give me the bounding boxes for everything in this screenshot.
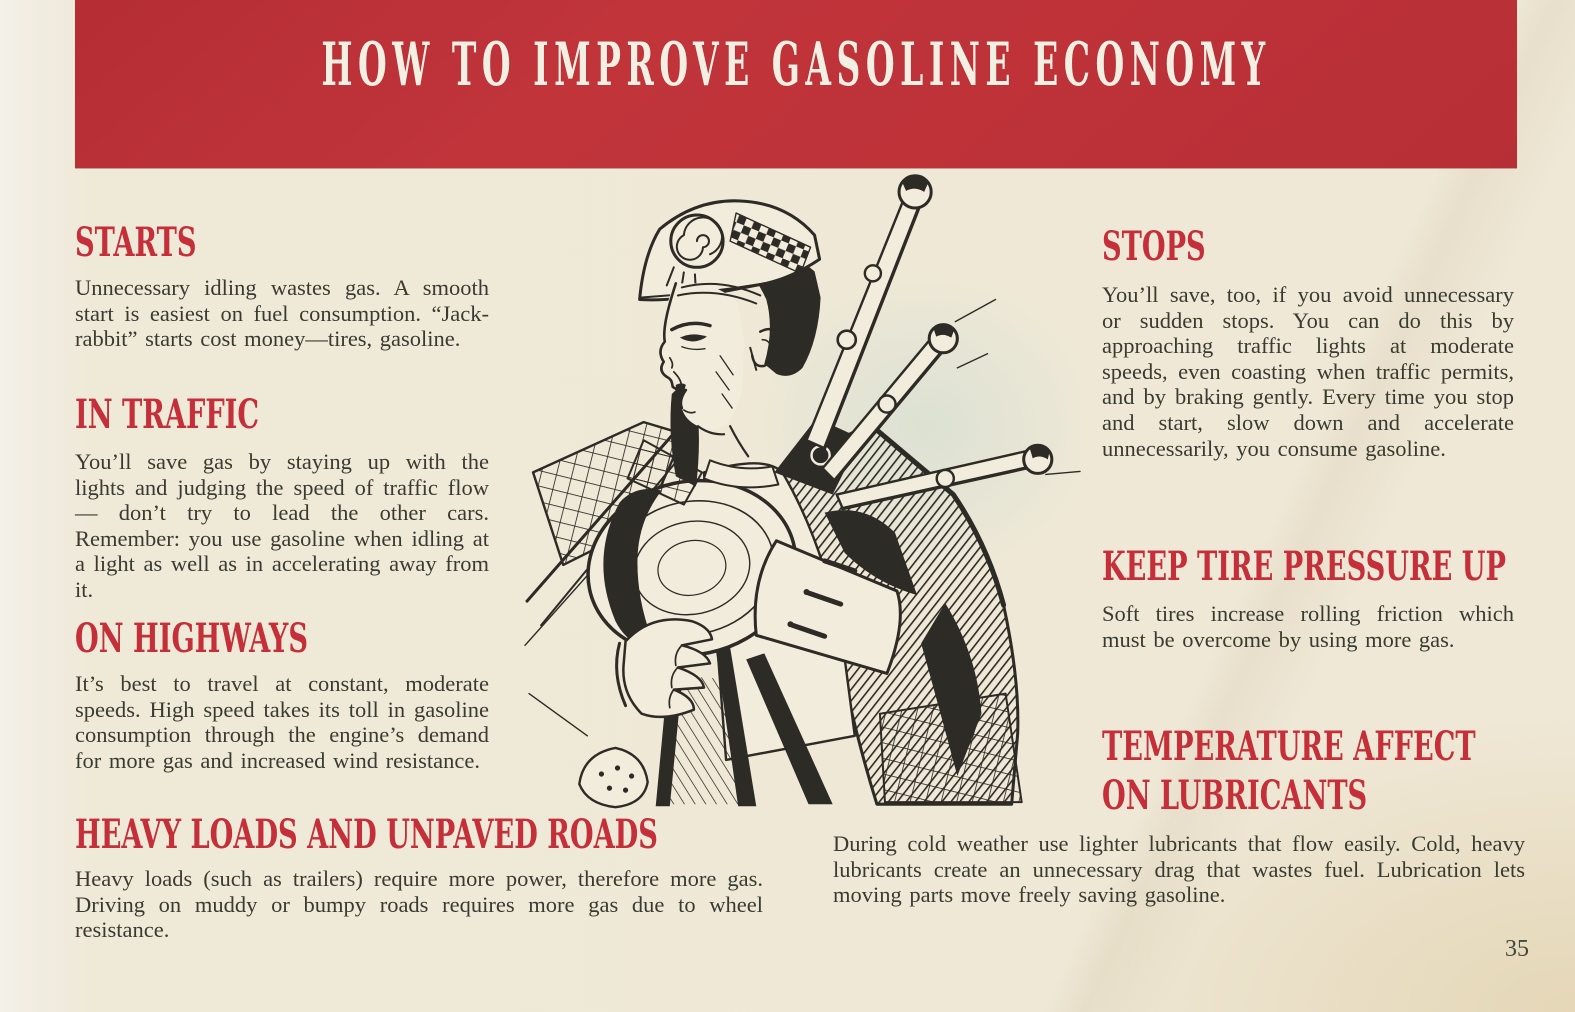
heading-tire-pressure: KEEP TIRE PRESSURE UP xyxy=(1102,543,1506,590)
page-title: HOW TO IMPROVE GASOLINE ECONOMY xyxy=(321,30,1271,100)
paragraph-starts: Unnecessary idling wastes gas. A smooth start is easiest on fuel consumption. “Jack-rabbit” starts cost money—tires, gasoline. xyxy=(75,275,489,352)
piper-figure xyxy=(525,176,1080,807)
sporran xyxy=(579,748,647,807)
heading-in-traffic: IN TRAFFIC xyxy=(75,391,260,438)
heading-stops: STOPS xyxy=(1102,223,1206,270)
bagpiper-illustration xyxy=(523,170,1081,810)
page-number: 35 xyxy=(1505,936,1529,962)
title-banner xyxy=(75,0,1517,168)
bagpiper-drawing xyxy=(523,170,1081,810)
paragraph-stops: You’ll save, too, if you avoid unnecessary or sudden stops. You can do this by approaching traffic lights at moderate speeds, even coasting when traffic permits, and by braking gently. Every time you stop and start, slow down and accelerate unnecessarily, you consume gasoline. xyxy=(1102,282,1514,461)
paragraph-heavy-loads: Heavy loads (such as trailers) require more power, therefore more gas. Driving on muddy or bumpy roads requires more gas due to wheel resistance. xyxy=(75,866,763,943)
paragraph-in-traffic: You’ll save gas by staying up with the lights and judging the speed of traffic flow — don’t try to lead the other cars. Remember: you use gasoline when idling at a light as well as in accelerating away from it. xyxy=(75,449,489,602)
paragraph-on-highways: It’s best to travel at constant, moderate speeds. High speed takes its toll in gasoline consumption through the engine’s demand for more gas and increased wind resistance. xyxy=(75,671,489,773)
paragraph-tire-pressure: Soft tires increase rolling friction which must be overcome by using more gas. xyxy=(1102,601,1514,652)
heading-heavy-loads: HEAVY LOADS AND UNPAVED ROADS xyxy=(75,811,658,858)
paragraph-temperature: During cold weather use lighter lubricants that flow easily. Cold, heavy lubricants create an unnecessary drag that wastes fuel. Lubrication lets moving parts move freely saving gasoline. xyxy=(833,831,1525,908)
heading-starts: STARTS xyxy=(75,219,197,266)
heading-temperature: TEMPERATURE AFFECT ON LUBRICANTS xyxy=(1102,723,1476,819)
heading-on-highways: ON HIGHWAYS xyxy=(75,615,308,662)
drones xyxy=(807,176,1080,509)
